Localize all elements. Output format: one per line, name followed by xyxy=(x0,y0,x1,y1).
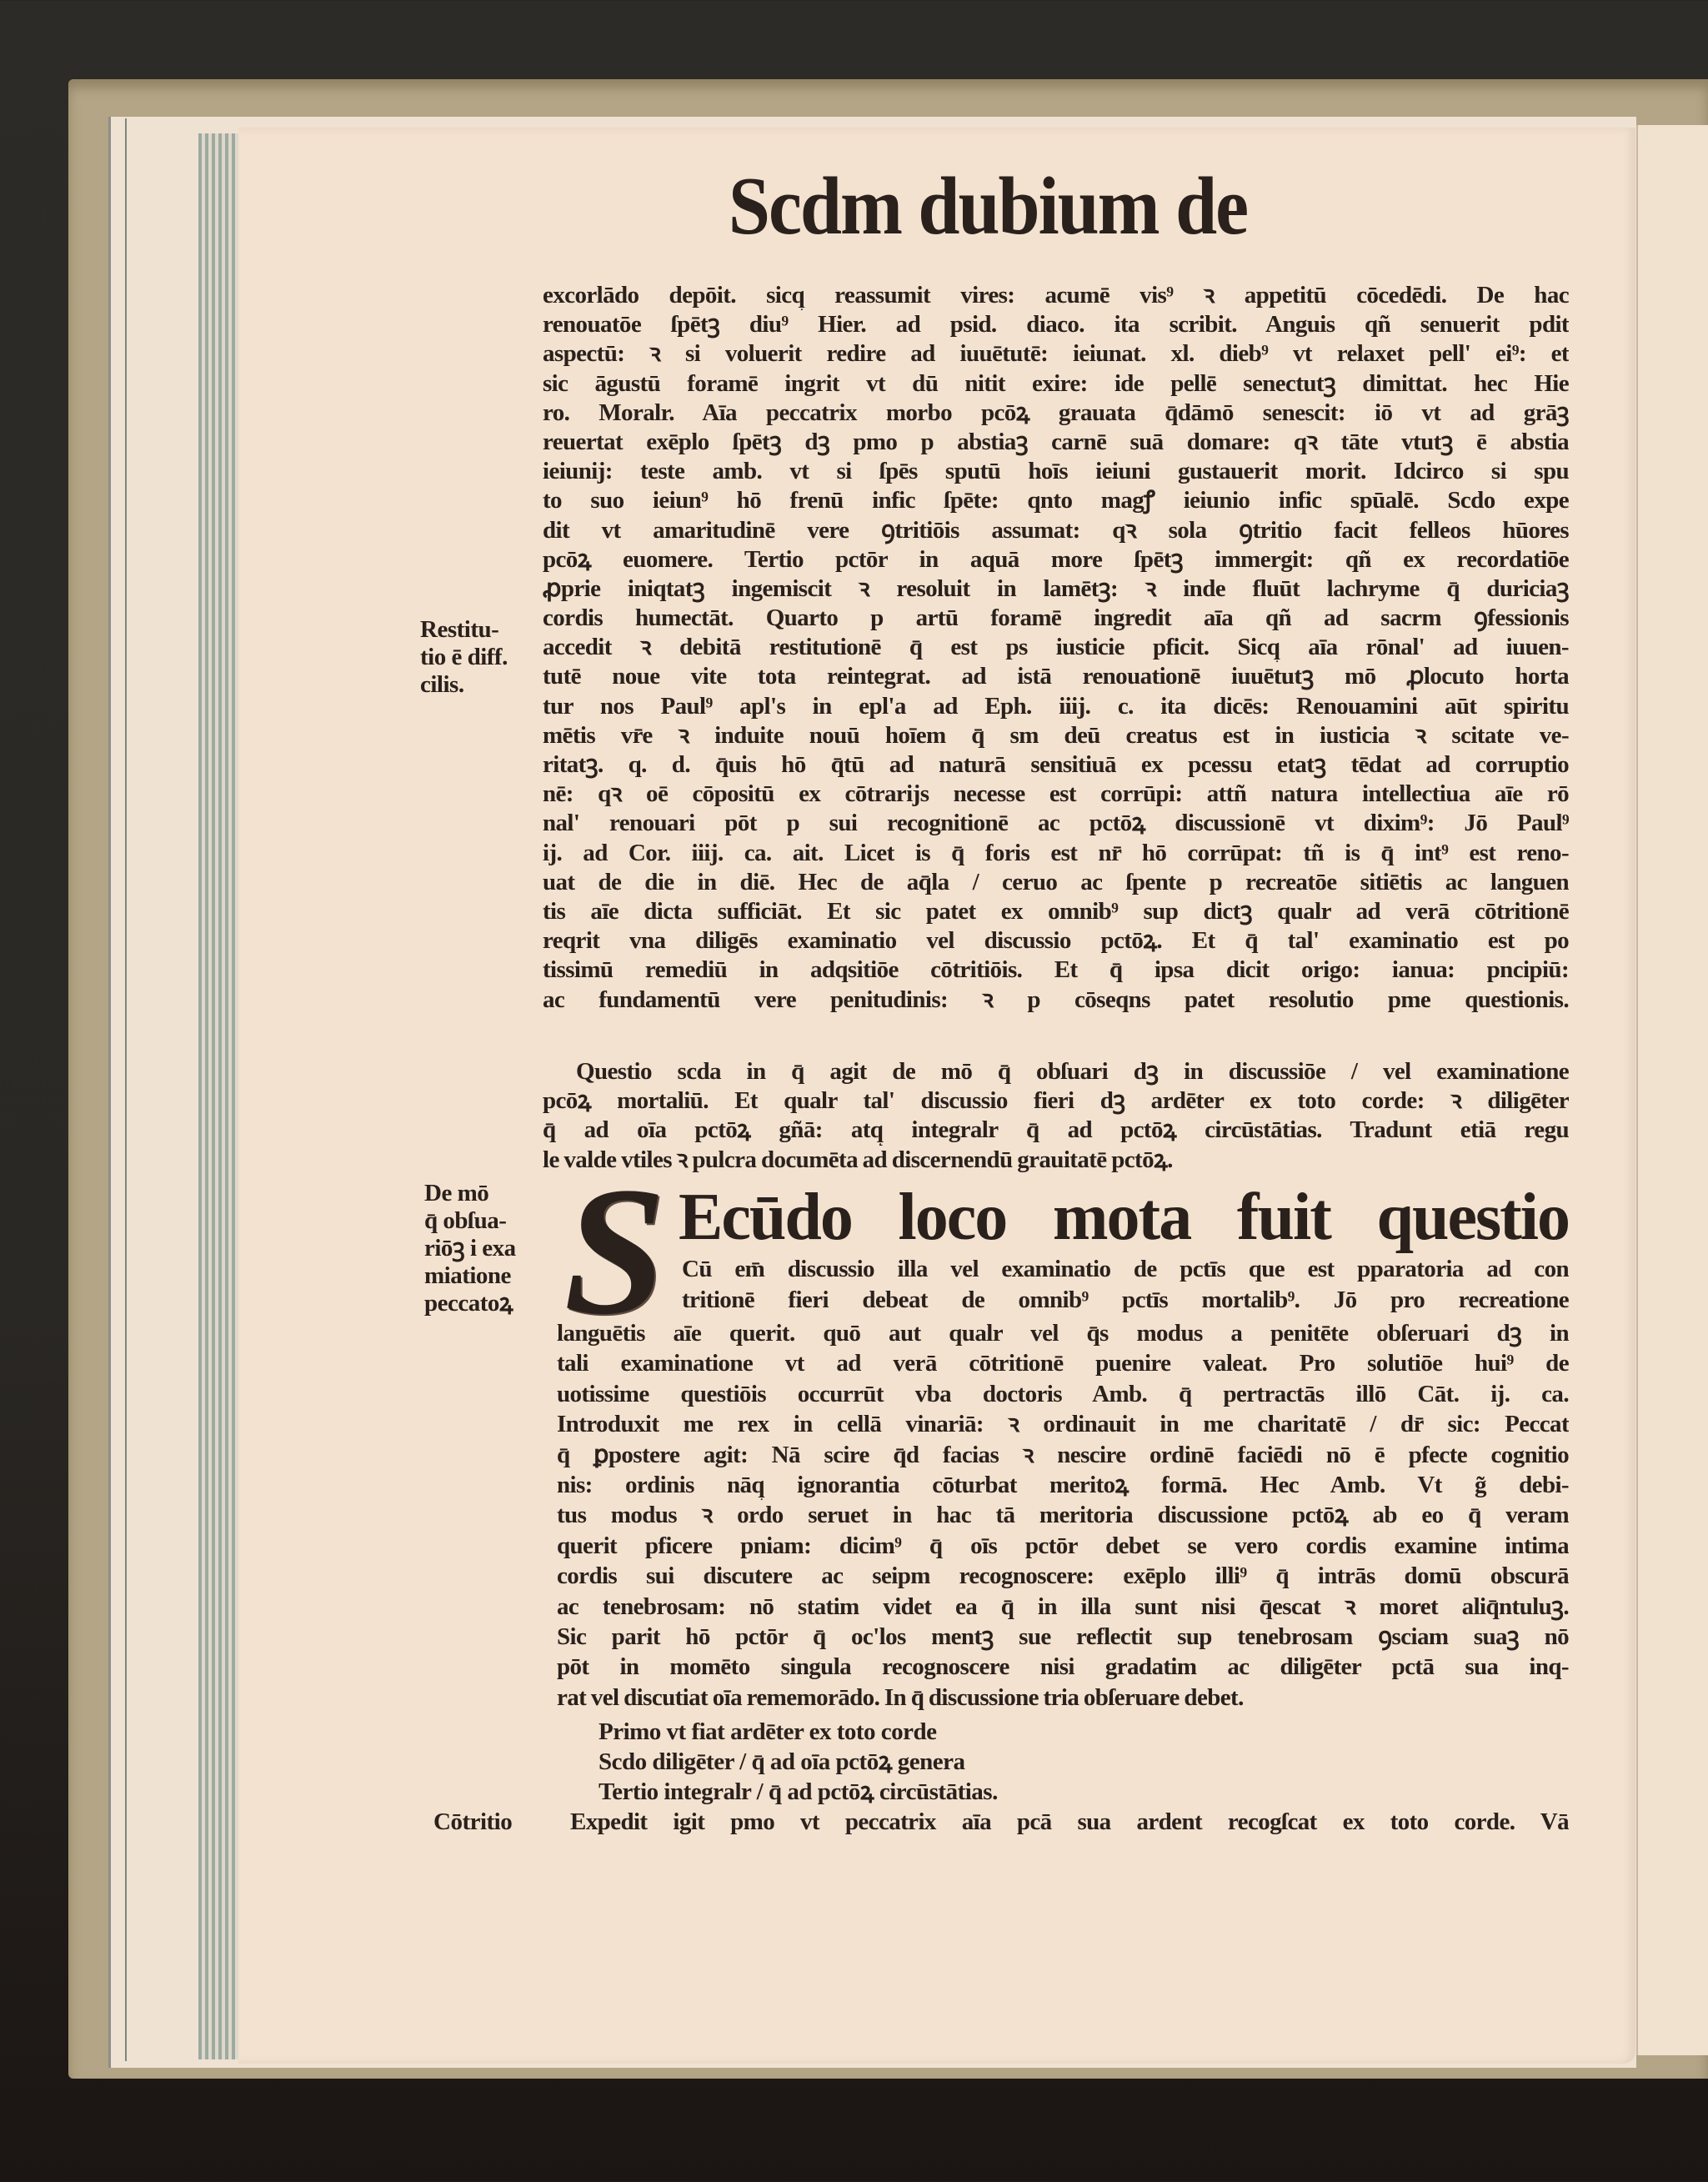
text-line: to suo ieiun⁹ hō frenū infic ſpēte: qnto magꝭ ieiunio infic spūalē. Scdo expe xyxy=(543,487,1569,514)
text-line: tritionē fieri debeat de omnib⁹ pctīs mortalib⁹. Jō pro recreatione xyxy=(682,1287,1569,1313)
text-line: cordis sui discutere ac seipm recognoscere: exēplo illi⁹ q̄ intrās domū obscurā xyxy=(557,1563,1569,1590)
decorated-initial: S xyxy=(563,1149,666,1352)
margin-note-line: peccatoꝝ xyxy=(424,1290,513,1317)
text-line: ij. ad Cor. iiij. ca. ait. Licet is q̄ foris est nr̄ hō corrūpat: tñ is q̄ int⁹ est reno- xyxy=(543,839,1569,866)
text-line: aspectū: ꝛ si voluerit redire ad iuuētutē: ieiunat. xl. dieb⁹ vt relaxet pell' ei⁹: et xyxy=(543,340,1569,368)
text-line: ac tenebrosam: nō statim videt ea q̄ in illa sunt nisi q̄escat ꝛ moret aliq̄ntuluꝫ. xyxy=(557,1593,1569,1620)
section-heading: Ecūdo loco mota fuit questio xyxy=(679,1181,1569,1254)
text-line: Expedit igit pmo vt peccatrix aīa pcā sua ardent recogſcat ex toto corde. Vā xyxy=(570,1808,1569,1835)
tria-list xyxy=(599,1717,998,1807)
page-title: Scdm dubium de xyxy=(728,161,1248,252)
margin-note-line: q̄ obſua- xyxy=(424,1207,507,1234)
text-line: tissimū remediū in adqsitiōe cōtritiōis. Et q̄ ipsa dicit origo: ianua: pncipiū: xyxy=(543,956,1569,984)
text-line: mētis vr̄e ꝛ induite nouū hoīem q̄ sm deū creatus est in iusticia ꝛ scitate ve- xyxy=(543,721,1569,749)
text-line: tali examinatione vt ad verā cōtritionē puenire valeat. Pro solutiōe hui⁹ de xyxy=(557,1350,1569,1377)
facing-page-edge xyxy=(1636,125,1708,2055)
paragraph-3 xyxy=(557,1318,1569,1713)
text-line: pcōꝝ euomere. Tertio pctōr in aquā more ſpētꝫ immergit: qñ ex recordatiōe xyxy=(543,545,1569,573)
margin-note-line: cilis. xyxy=(420,671,464,698)
text-line: renouatōe ſpētꝫ diu⁹ Hier. ad psid. diaco. ita scribit. Anguis qñ senuerit pdit xyxy=(543,311,1569,339)
text-line: excorlādo depōit. sicq̧ reassumit vires: acumē vis⁹ ꝛ appetitū cōcedēdi. De hac xyxy=(543,282,1569,308)
text-line: rat vel discutiat oīa rememorādo. In q̄ discussione tria obſeruare debet. xyxy=(557,1683,1244,1711)
text-line: pōt in momēto singula recognoscere nisi gradatim ac diligēter pctā sua inq- xyxy=(557,1653,1569,1681)
text-line: ritatꝫ. q. d. q̄uis hō q̄tū ad naturā sensitiuā ex pcessu etatꝫ tēdat ad corruptio xyxy=(543,751,1569,778)
text-line: cordis humectāt. Quarto p artū foramē ingredit aīa qñ ad sacrm ꝯfessionis xyxy=(543,604,1569,632)
margin-note-contritio xyxy=(433,1808,512,1836)
text-line: q̄ ꝑpostere agit: Nā scire q̄d facias ꝛ nescire ordinē faciēdi nō ē pfecte cognitio xyxy=(557,1441,1569,1468)
text-line: ro. Moralr. Aīa peccatrix morbo pcōꝝ grauata q̄dāmō senescit: iō vt ad grāꝫ xyxy=(543,399,1569,426)
margin-note-line: riōꝫ i exa xyxy=(424,1235,516,1262)
final-line-block xyxy=(570,1808,1569,1838)
list-item: Tertio integralr / q̄ ad pctōꝝ circūstātias. xyxy=(599,1778,998,1805)
text-line: querit pficere pniam: dicim⁹ q̄ oīs pctōr debet se vero cordis examine intima xyxy=(557,1532,1569,1559)
text-line: tis aīe dicta sufficiāt. Et sic patet ex omnib⁹ sup dictꝫ qualr ad verā cōtritionē xyxy=(543,897,1569,925)
margin-note-line: Restitu- xyxy=(420,616,499,643)
text-line: reuertat exēplo ſpētꝫ dꝫ pmo p abstiaꝫ carnē suā domare: qꝛ tāte vtutꝫ ē abstia xyxy=(543,428,1569,455)
text-line: ieiunij: teste amb. vt si ſpēs sputū hoīs ieiuni gustauerit morit. Idcirco si spu xyxy=(543,458,1569,485)
margin-note-line: tio ē diff. xyxy=(420,644,508,670)
text-line: accedit ꝛ debitā restitutionē q̄ est ps iusticie pficit. Sicq̧ aīa rōnal' ad iuuen- xyxy=(543,634,1569,661)
text-line: uat de die in diē. Hec de aq̄la / ceruo ac ſpente p recreatōe sitiētis ac languen xyxy=(543,868,1569,895)
paragraph-1 xyxy=(543,281,1569,1015)
text-line: Sic parit hō pctōr q̄ oc'los mentꝫ sue reflectit sup tenebrosam ꝯsciam suaꝫ nō xyxy=(557,1623,1569,1650)
paragraph-2 xyxy=(543,1057,1569,1175)
list-item: Primo vt fiat ardēter ex toto corde xyxy=(599,1718,937,1745)
text-line: Cū em̄ discussio illa vel examinatio de pctīs que est pparatoria ad con xyxy=(682,1256,1569,1282)
text-line: reqrit vna diligēs examinatio vel discussio pctōꝝ. Et q̄ tal' examinatio est po xyxy=(543,927,1569,955)
text-line: nis: ordinis nāq̧ ignorantia cōturbat meritoꝝ formā. Hec Amb. Vt g̃ debi- xyxy=(557,1471,1569,1498)
page-edges-stack xyxy=(198,133,238,2059)
text-line: dit vt amaritudinē vere ꝯtritiōis assumat: qꝛ sola ꝯtritio facit felleos hūores xyxy=(543,516,1569,544)
text-line: ꝓprie iniqtatꝫ ingemiscit ꝛ resoluit in lamētꝫ: ꝛ inde fluūt lachryme q̄ duriciaꝫ xyxy=(543,574,1569,602)
text-line: tutē noue vite tota reintegrat. ad istā renouationē iuuētutꝫ mō ꝓlocuto horta xyxy=(543,663,1569,690)
text-line: nē: qꝛ oē cōpositū ex cōtrarijs necesse est corrūpi: attñ natura intellectiua aīe rō xyxy=(543,780,1569,808)
text-line: Questio scda in q̄ agit de mō q̄ obſuari dꝫ in discussiōe / vel examinatione xyxy=(576,1058,1569,1085)
margin-note-restitutio xyxy=(420,616,508,699)
margin-note-line: Cōtritio xyxy=(433,1808,513,1835)
margin-note-de-modo xyxy=(424,1180,516,1317)
paragraph-3-beside-initial xyxy=(682,1254,1569,1316)
text-line: nal' renouari pōt p sui recognitionē ac pctōꝝ discussionē vt dixim⁹: Jō Paul⁹ xyxy=(543,810,1569,837)
text-line: sic āgustū foramē ingrit vt dū nitit exire: ide pellē senectutꝫ dimittat. hec Hie xyxy=(543,369,1569,397)
text-line: tur nos Paul⁹ apl's in epl'a ad Eph. iiij. c. ita dicēs: Renouamini aūt spiritu xyxy=(543,692,1569,720)
text-line: languētis aīe querit. quō aut qualr vel q̄s modus a penitēte obſeruari dꝫ in xyxy=(557,1320,1569,1347)
text-line: tus modus ꝛ ordo seruet in hac tā meritoria discussione pctōꝝ ab eo q̄ veram xyxy=(557,1502,1569,1529)
text-line: pcōꝝ mortaliū. Et qualr tal' discussio fieri dꝫ ardēter ex toto corde: ꝛ diligēter xyxy=(543,1087,1569,1115)
text-line: uotissime questiōis occurrūt vba doctoris Amb. q̄ pertractās illō Cāt. ij. ca. xyxy=(557,1380,1569,1407)
margin-note-line: De mō xyxy=(424,1180,489,1206)
text-line: Introduxit me rex in cellā vinariā: ꝛ ordinauit in me charitatē / dr̄ sic: Peccat xyxy=(557,1411,1569,1438)
flyleaf-edge xyxy=(125,118,135,2061)
list-item: Scdo diligēter / q̄ ad oīa pctōꝝ genera xyxy=(599,1748,965,1775)
margin-note-line: miatione xyxy=(424,1262,511,1289)
text-line: ac fundamentū vere penitudinis: ꝛ p cōseqns patet resolutio pme questionis. xyxy=(543,986,1569,1013)
text-line: q̄ ad oīa pctōꝝ gñā: atq̧ integralr q̄ ad pctōꝝ circūstātias. Tradunt etiā regu xyxy=(543,1116,1569,1144)
text-line: le valde vtiles ꝛ pulcra documēta ad discernendū grauitatē pctōꝝ. xyxy=(543,1146,1173,1173)
